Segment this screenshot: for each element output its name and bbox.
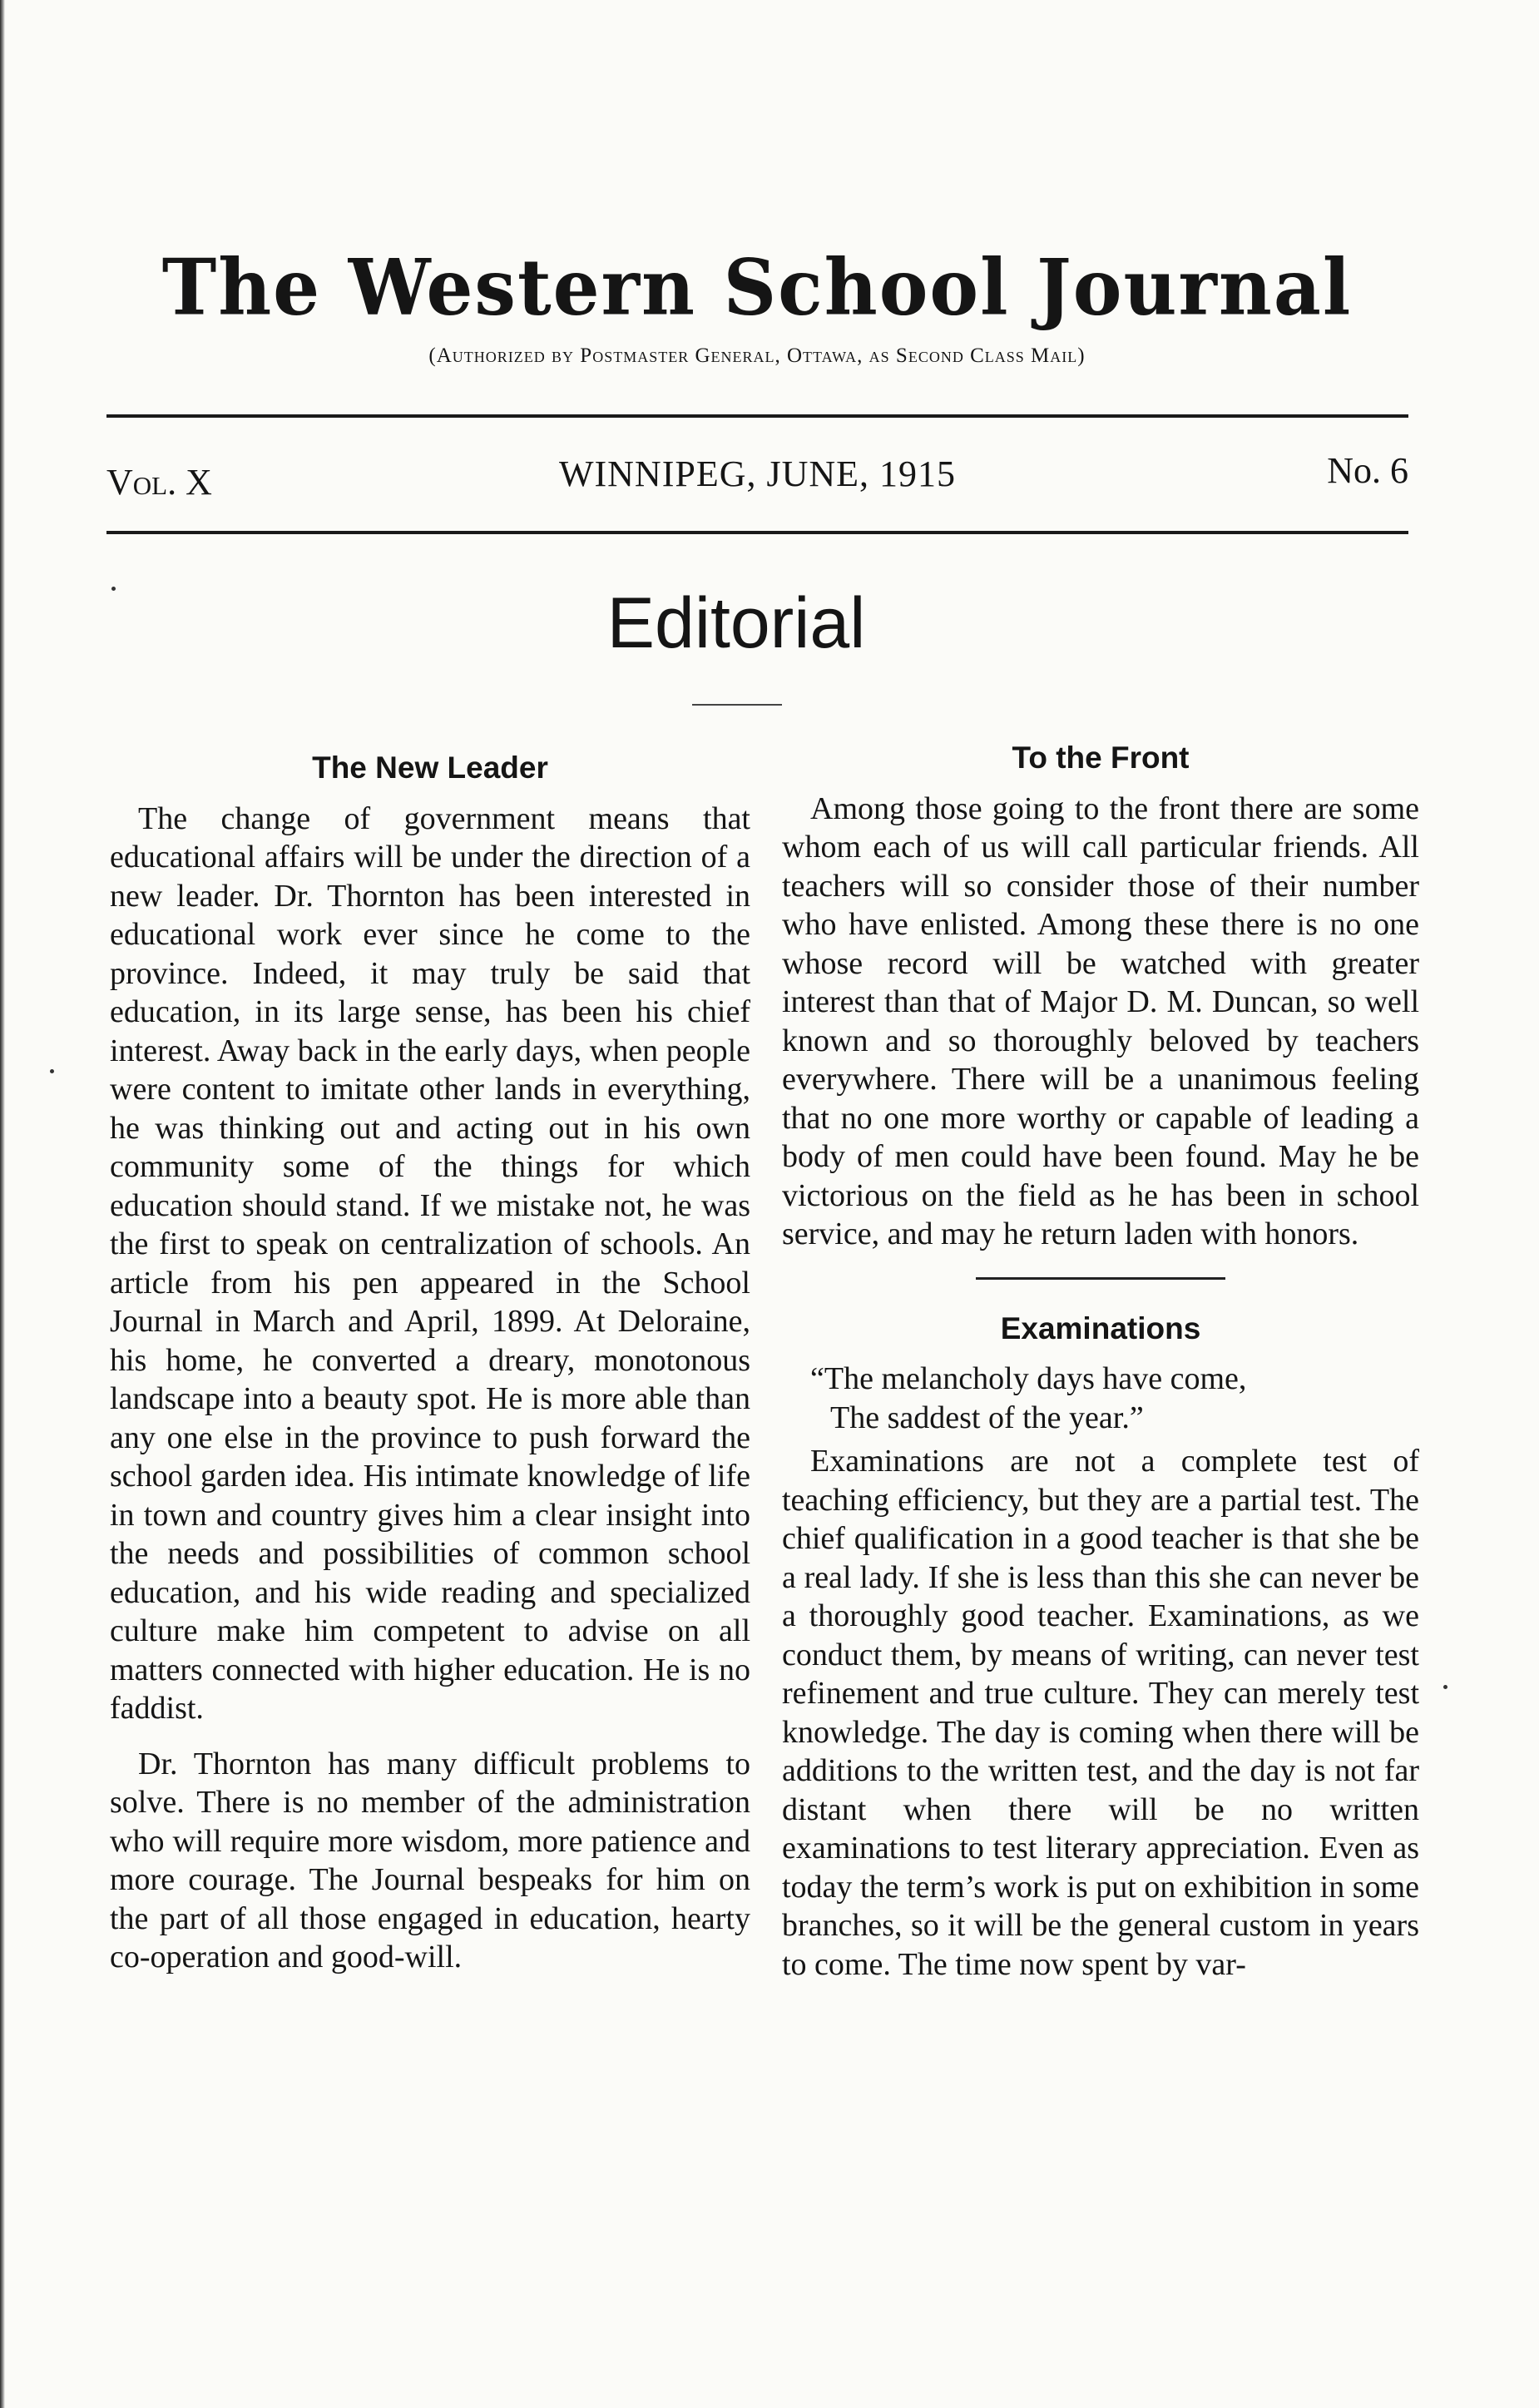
issue-number: No. 6 bbox=[1327, 450, 1408, 491]
article-paragraph: Dr. Thornton has many difficult problems to solve. There is no member of the administration who will require more wisdom, more patience and more courage. The Journal bespeaks for him on the part of all those engaged in education, hearty co-operation and good-will. bbox=[110, 1746, 750, 1974]
masthead-rule-top bbox=[106, 414, 1408, 418]
journal-subtitle: (Authorized by Postmaster General, Ottawa, as Second Class Mail) bbox=[428, 344, 1086, 367]
journal-title: The Western School Journal bbox=[161, 241, 1353, 333]
article-paragraph: Examinations are not a complete test of teaching efficiency, but they are a partial test. The chief qualification in a good teacher is that she be a real lady. If she is less than this she can never be a thoroughly good teacher. Examinations, as we conduct them, by means of writing, can never test refinement and true culture. They can merely test knowledge. The day is coming when there will be additions to the written test, and the day is not far distant when there will be no written examinations to test literary appreciation. Even as today the term’s work is put on exhibition in some branches, so it will be the general custom in years to come. The time now spent by var- bbox=[782, 1444, 1419, 1982]
issue-line bbox=[106, 449, 1408, 503]
print-speck bbox=[111, 587, 116, 591]
poem-line: “The melancholy days have come, bbox=[810, 1361, 1247, 1396]
article-paragraph: Among those going to the front there are some whom each of us will call particular friends. All teachers will so consider those of their number who have enlisted. Among these there is no one whose record will be watched with greater interest than that of Major D. M. Duncan, so well known and so thoroughly beloved by teachers everywhere. There will be a unanimous feeling that no one more worthy or capable of leading a body of men could have been found. May he be victorious on the field as he has been in school service, and may he return laden with honors. bbox=[782, 790, 1419, 1251]
dateline: WINNIPEG, JUNE, 1915 bbox=[558, 453, 957, 494]
masthead-rule-bottom bbox=[106, 531, 1408, 534]
article-heading-to-the-front: To the Front bbox=[1012, 741, 1190, 775]
title-underline bbox=[692, 704, 782, 706]
poem-quote bbox=[782, 1360, 1419, 1437]
section-title: Editorial bbox=[606, 583, 866, 663]
page-binding-edge bbox=[0, 0, 5, 2408]
article-paragraph: The change of government means that educational affairs will be under the direction of a new leader. Dr. Thornton has been interested in educational work ever since he come to the province. Indeed, it may truly be said that education, in its large sense, has been his chief interest. Away back in the early days, when people were content to imitate other lands in everything, he was thinking out and acting out in his own community some of the things for which education should stand. If we mistake not, he was the first to speak on centralization of schools. An article from his pen appeared in the School Journal in March and April, 1899. At Deloraine, his home, he converted a dreary, monotonous landscape into a beauty spot. He is more able than any one else in the province to push forward the school garden idea. His intimate knowledge of life in town and country gives him a clear insight into the needs and possibilities of common school education, and his wide reading and specialized culture make him competent to advise on all matters connected with higher education. He is no faddist. bbox=[110, 800, 750, 1726]
left-column bbox=[110, 749, 750, 1977]
volume-label: Vol. X bbox=[106, 462, 212, 503]
print-speck bbox=[50, 1069, 54, 1073]
article-heading-examinations: Examinations bbox=[1000, 1311, 1201, 1345]
masthead bbox=[100, 241, 1414, 368]
article-heading-new-leader: The New Leader bbox=[312, 751, 548, 785]
right-column bbox=[782, 739, 1419, 1984]
print-speck bbox=[1443, 1685, 1447, 1689]
poem-line: The saddest of the year.” bbox=[830, 1400, 1144, 1435]
article-divider bbox=[976, 1277, 1225, 1280]
